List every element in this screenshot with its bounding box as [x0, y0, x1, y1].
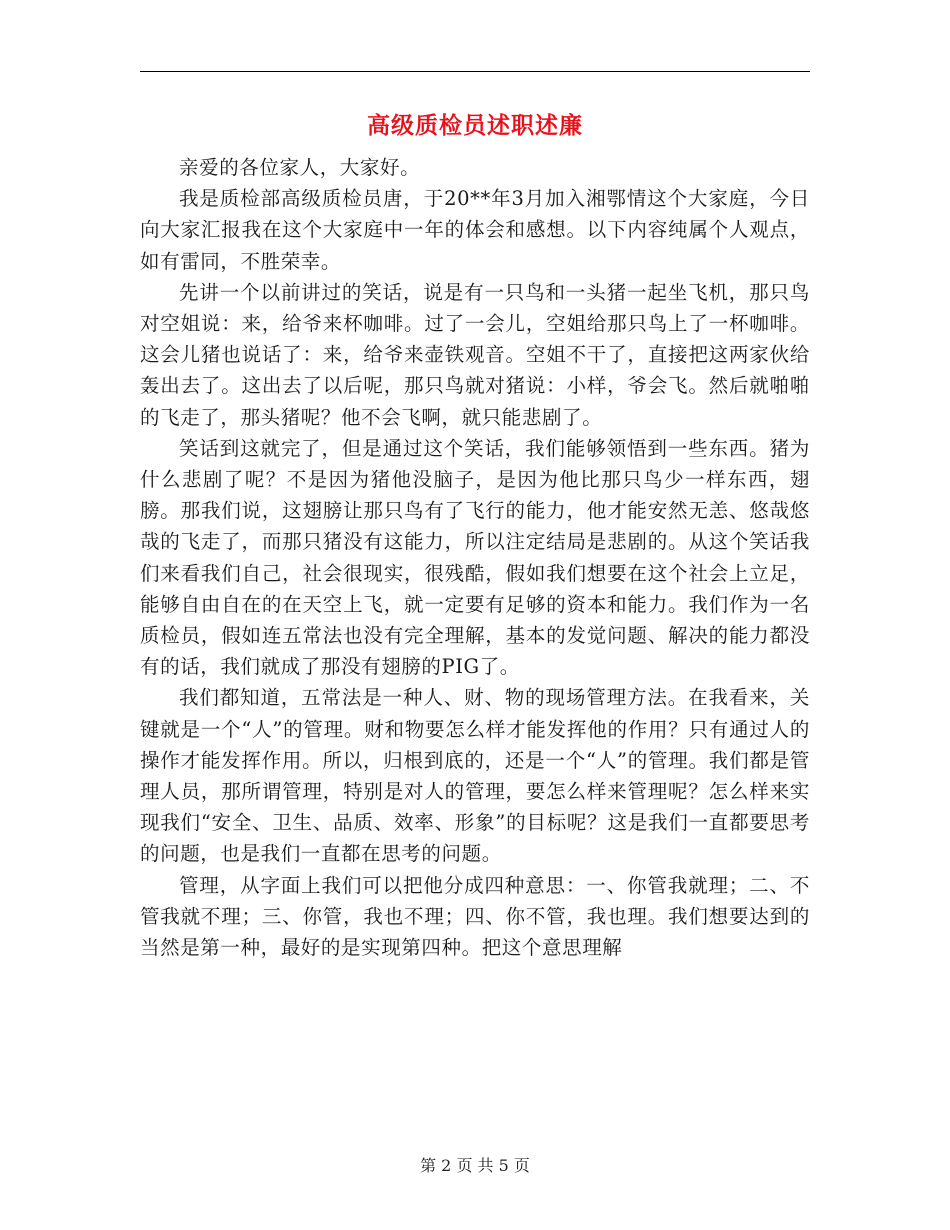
paragraph: 先讲一个以前讲过的笑话，说是有一只鸟和一头猪一起坐飞机，那只鸟对空姐说：来，给爷来杯咖啡。过了一会儿，空姐给那只鸟上了一杯咖啡。这会儿猪也说话了：来，给爷来壶铁观音。空姐不干了，直接把这两家伙给轰出去了。这出去了以后呢，那只鸟就对猪说：小样，爷会飞。然后就啪啪的飞走了，那头猪呢？他不会飞啊，就只能悲剧了。 [140, 280, 810, 429]
document-body [140, 152, 810, 963]
paragraph: 管理，从字面上我们可以把他分成四种意思：一、你管我就理；二、不管我就不理；三、你管，我也不理；四、你不管，我也理。我们想要达到的当然是第一种，最好的是实现第四种。把这个意思理解 [140, 873, 810, 960]
header-rule [140, 71, 810, 72]
paragraph: 笑话到这就完了，但是通过这个笑话，我们能够领悟到一些东西。猪为什么悲剧了呢？不是因为猪他没脑子，是因为他比那只鸟少一样东西，翅膀。那我们说，这翅膀让那只鸟有了飞行的能力，他才能安然无恙、悠哉悠哉的飞走了，而那只猪没有这能力，所以注定结局是悲剧的。从这个笑话我们来看我们自己，社会很现实，很残酷，假如我们想要在这个社会上立足，能够自由自在的在天空上飞，就一定要有足够的资本和能力。我们作为一名质检员，假如连五常法也没有完全理解，基本的发觉问题、解决的能力都没有的话，我们就成了那没有翅膀的PIG了。 [140, 436, 810, 679]
document-title: 高级质检员述职述廉 [367, 112, 583, 139]
paragraph: 我是质检部高级质检员唐，于20**年3月加入湘鄂情这个大家庭，今日向大家汇报我在这个大家庭中一年的体会和感想。以下内容纯属个人观点，如有雷同，不胜荣幸。 [140, 187, 810, 273]
page-footer: 第 2 页 共 5 页 [420, 1156, 530, 1175]
paragraph: 我们都知道，五常法是一种人、财、物的现场管理方法。在我看来，关键就是一个“人”的管理。财和物要怎么样才能发挥他的作用？只有通过人的操作才能发挥作用。所以，归根到底的，还是一个“人”的管理。我们都是管理人员，那所谓管理，特别是对人的管理，要怎么样来管理呢？怎么样来实现我们“安全、卫生、品质、效率、形象”的目标呢？这是我们一直都要思考的问题，也是我们一直都在思考的问题。 [140, 686, 810, 866]
paragraph: 亲爱的各位家人，大家好。 [179, 156, 421, 179]
